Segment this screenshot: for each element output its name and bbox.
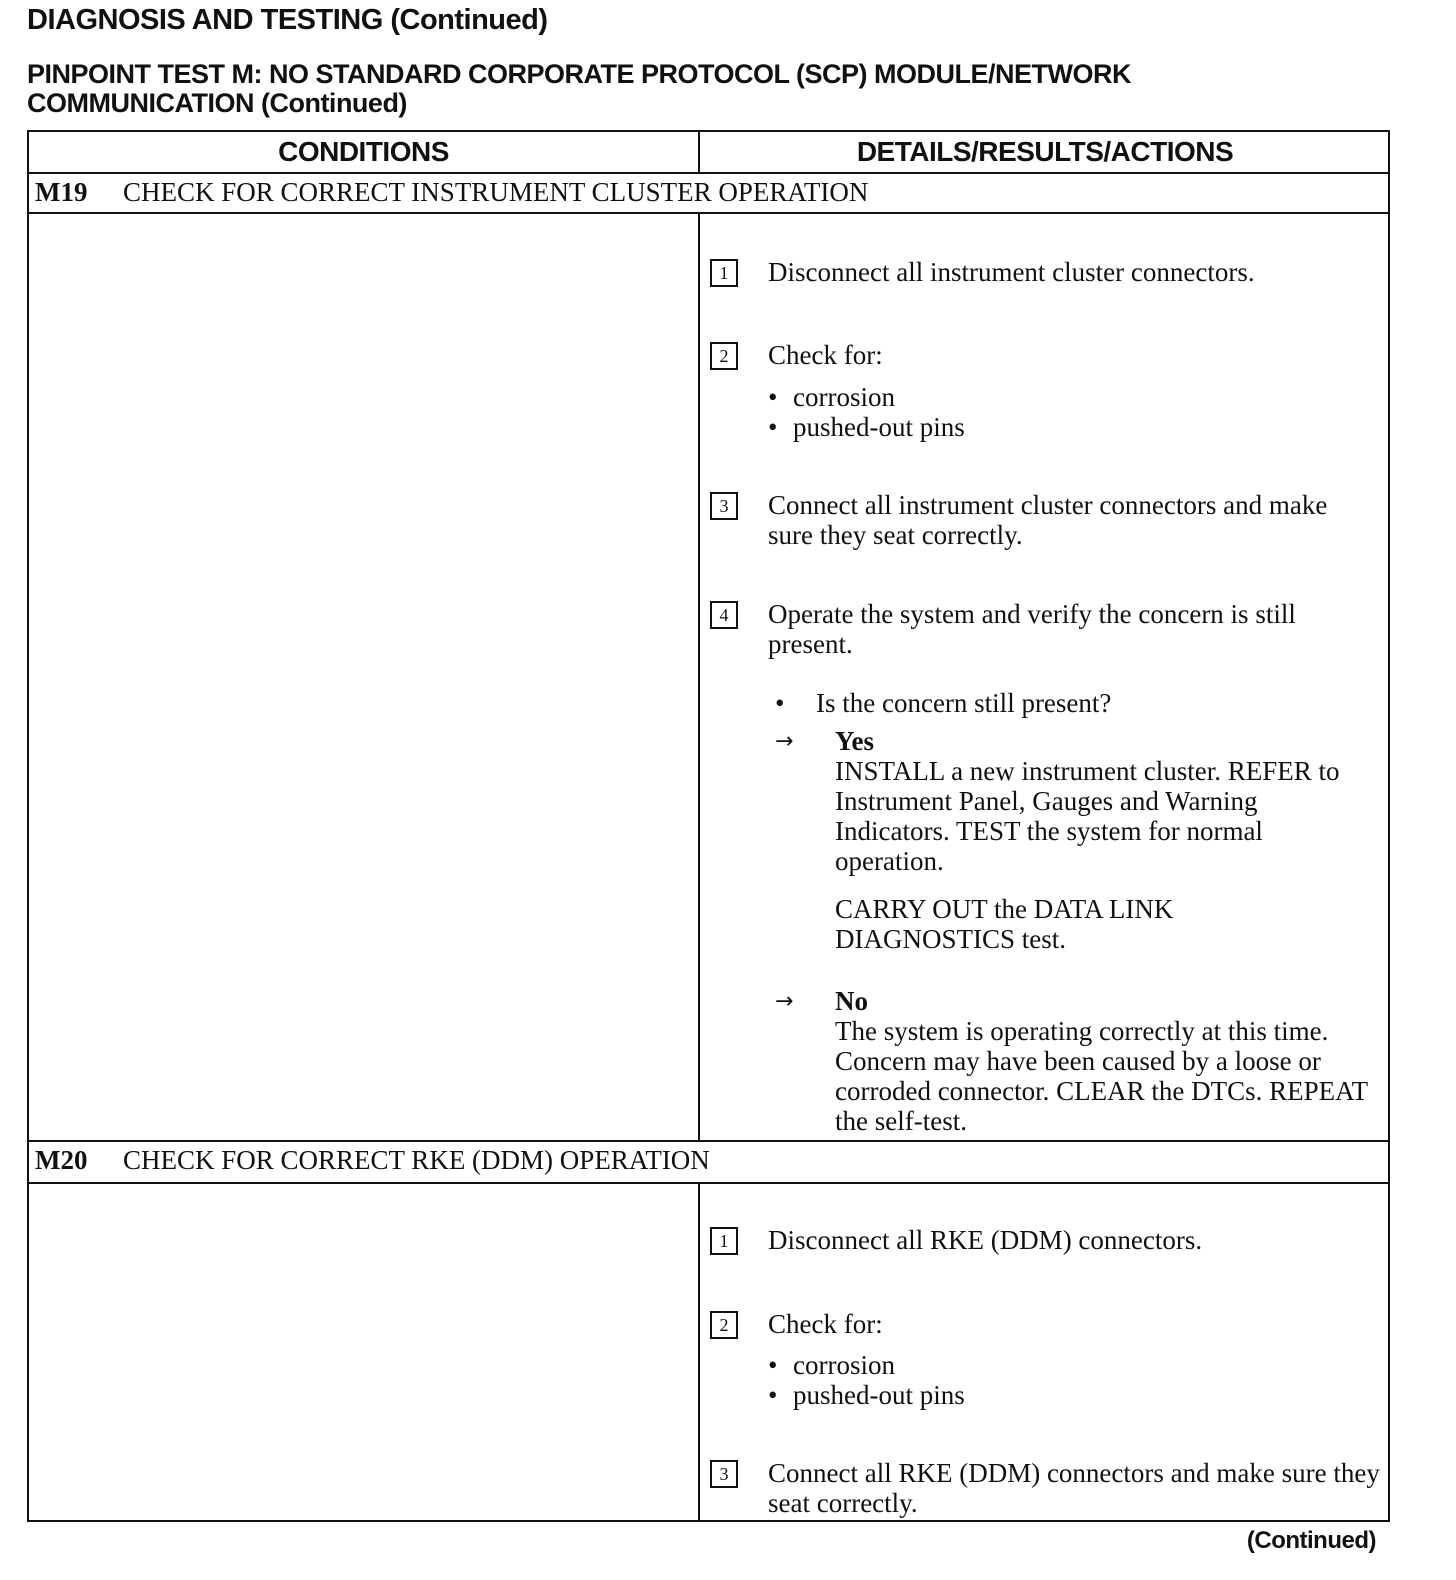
no-result — [835, 986, 1375, 1136]
step-number-box: 1 — [710, 259, 738, 287]
bullet-item: • pushed-out pins — [768, 1380, 965, 1410]
step-id: M20 — [35, 1145, 88, 1175]
step-number-box: 2 — [710, 1311, 738, 1339]
step-text: Disconnect all instrument cluster connectors. — [768, 257, 1255, 287]
no-action: The system is operating correctly at this time. Concern may have been caused by a loose or corroded connector. CLEAR the DTCs. REPEAT the self-test. — [835, 1016, 1368, 1136]
bullet-item: • corrosion — [768, 1350, 895, 1380]
pinpoint-table — [27, 130, 1390, 1522]
step-text: Connect all instrument cluster connectors and make sure they seat correctly. — [768, 490, 1328, 550]
step-text: Check for: — [768, 1309, 883, 1339]
step-number-box: 1 — [710, 1227, 738, 1255]
section-header-m19 — [35, 177, 868, 208]
bullet-icon: • — [768, 1350, 778, 1380]
conditions-header: CONDITIONS — [278, 136, 449, 167]
divider — [698, 1182, 700, 1522]
question: • Is the concern still present? — [775, 688, 1112, 718]
divider — [29, 1140, 1388, 1142]
step-number-box: 3 — [710, 492, 738, 520]
bullet-item: • pushed-out pins — [768, 412, 965, 442]
details-header: DETAILS/RESULTS/ACTIONS — [856, 136, 1234, 167]
section-title: CHECK FOR CORRECT RKE (DDM) OPERATION — [123, 1145, 710, 1175]
bullet-icon: • — [775, 688, 785, 718]
pinpoint-test-title — [27, 60, 1131, 118]
divider — [29, 172, 1388, 174]
step-id: M19 — [35, 177, 88, 207]
yes-result — [835, 726, 1375, 954]
section-header-m20 — [35, 1145, 710, 1176]
bullet-icon: • — [768, 1380, 778, 1410]
yes-action-2: CARRY OUT the DATA LINK DIAGNOSTICS test. — [835, 894, 1174, 954]
yes-label: Yes — [835, 726, 874, 756]
yes-action: INSTALL a new instrument cluster. REFER to Instrument Panel, Gauges and Warning Indicators. TEST the system for normal operation. — [835, 756, 1340, 876]
no-label: No — [835, 986, 868, 1016]
step-number-box: 3 — [710, 1460, 738, 1488]
step-text: Check for: — [768, 340, 883, 370]
divider — [29, 1182, 1388, 1184]
step-text: Disconnect all RKE (DDM) connectors. — [768, 1225, 1203, 1255]
bullet-icon: • — [768, 382, 778, 412]
subtitle-line: COMMUNICATION (Continued) — [27, 88, 407, 118]
section-title: CHECK FOR CORRECT INSTRUMENT CLUSTER OPERATION — [123, 177, 869, 207]
bullet-icon: • — [768, 412, 778, 442]
divider — [698, 132, 700, 172]
arrow-icon: → — [775, 729, 794, 754]
page-title: DIAGNOSIS AND TESTING (Continued) — [27, 4, 548, 36]
divider — [29, 212, 1388, 214]
step-text: Connect all RKE (DDM) connectors and make sure they seat correctly. — [768, 1458, 1380, 1518]
arrow-icon: → — [775, 989, 794, 1014]
divider — [698, 212, 700, 1142]
subtitle-line: PINPOINT TEST M: NO STANDARD CORPORATE PROTOCOL (SCP) MODULE/NETWORK — [27, 59, 1131, 89]
step-text: Operate the system and verify the concern is still present. — [768, 599, 1296, 659]
continued-label: (Continued) — [1246, 1527, 1376, 1554]
step-number-box: 2 — [710, 342, 738, 370]
step-number-box: 4 — [710, 601, 738, 629]
bullet-item: • corrosion — [768, 382, 895, 412]
